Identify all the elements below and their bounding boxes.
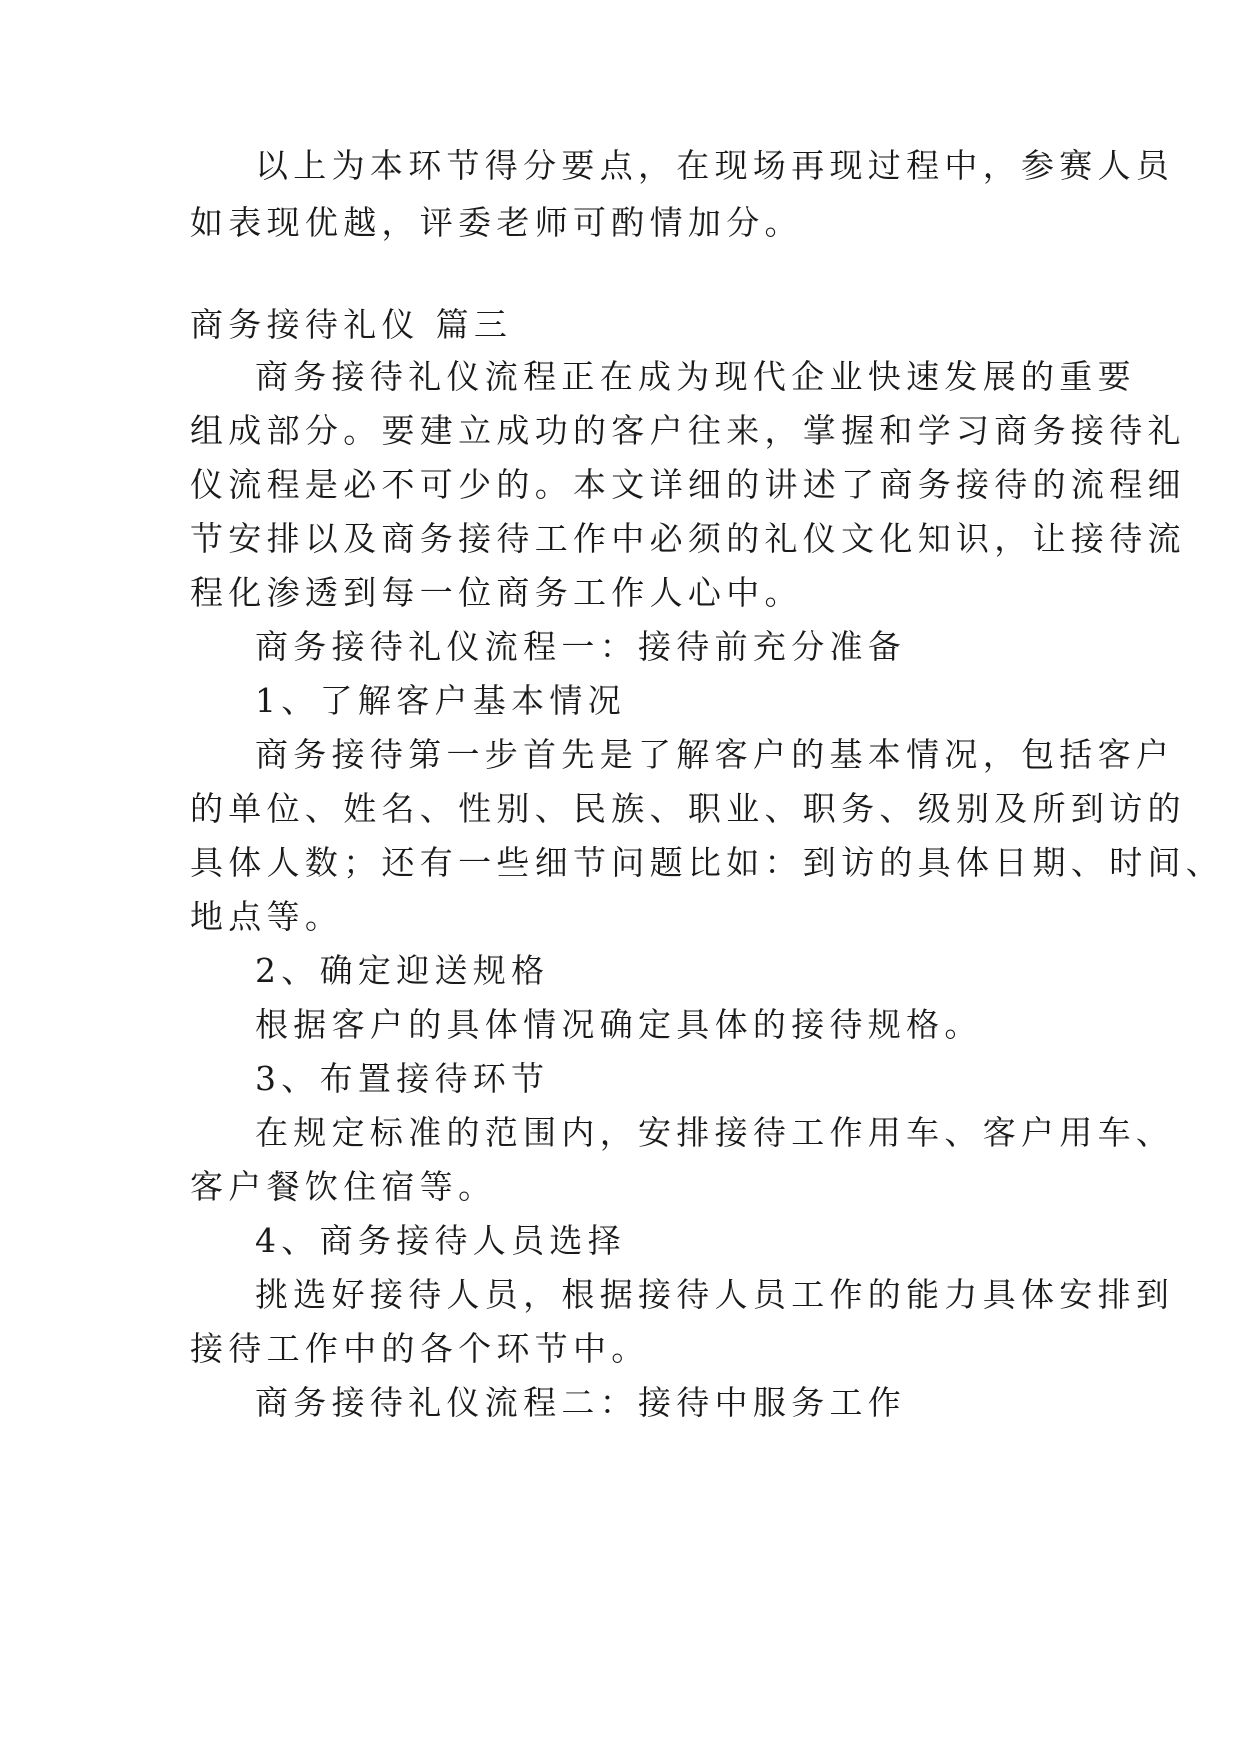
- paragraph-line: 地点等。: [190, 897, 344, 936]
- intro-line-2: 如表现优越，评委老师可酌情加分。: [190, 203, 803, 242]
- paragraph-line: 接待工作中的各个环节中。: [190, 1329, 650, 1368]
- paragraph-line: 的单位、姓名、性别、民族、职业、职务、级别及所到访的: [190, 789, 1186, 828]
- flow-one-title: 商务接待礼仪流程一：接待前充分准备: [255, 627, 907, 666]
- item-three-title: 3、布置接待环节: [255, 1059, 550, 1098]
- paragraph-line: 在规定标准的范围内，安排接待工作用车、客户用车、: [255, 1113, 1175, 1152]
- item-two-title: 2、确定迎送规格: [255, 951, 550, 990]
- paragraph-line: 商务接待礼仪流程正在成为现代企业快速发展的重要: [255, 357, 1136, 396]
- paragraph-line: 具体人数；还有一些细节问题比如：到访的具体日期、时间、: [190, 843, 1225, 882]
- paragraph-line: 仪流程是必不可少的。本文详细的讲述了商务接待的流程细: [190, 465, 1186, 504]
- paragraph-line: 组成部分。要建立成功的客户往来，掌握和学习商务接待礼: [190, 411, 1186, 450]
- paragraph-line: 挑选好接待人员，根据接待人员工作的能力具体安排到: [255, 1275, 1175, 1314]
- paragraph-line: 客户餐饮住宿等。: [190, 1167, 497, 1206]
- intro-line-1: 以上为本环节得分要点，在现场再现过程中，参赛人员: [255, 146, 1175, 185]
- paragraph-line: 商务接待第一步首先是了解客户的基本情况，包括客户: [255, 735, 1175, 774]
- flow-two-title: 商务接待礼仪流程二：接待中服务工作: [255, 1383, 907, 1422]
- paragraph-line: 根据客户的具体情况确定具体的接待规格。: [255, 1005, 983, 1044]
- item-one-title: 1、了解客户基本情况: [255, 681, 626, 720]
- paragraph-line: 程化渗透到每一位商务工作人心中。: [190, 573, 803, 612]
- paragraph-line: 节安排以及商务接待工作中必须的礼仪文化知识，让接待流: [190, 519, 1186, 558]
- item-four-title: 4、商务接待人员选择: [255, 1221, 626, 1260]
- section-heading: 商务接待礼仪 篇三: [190, 305, 513, 344]
